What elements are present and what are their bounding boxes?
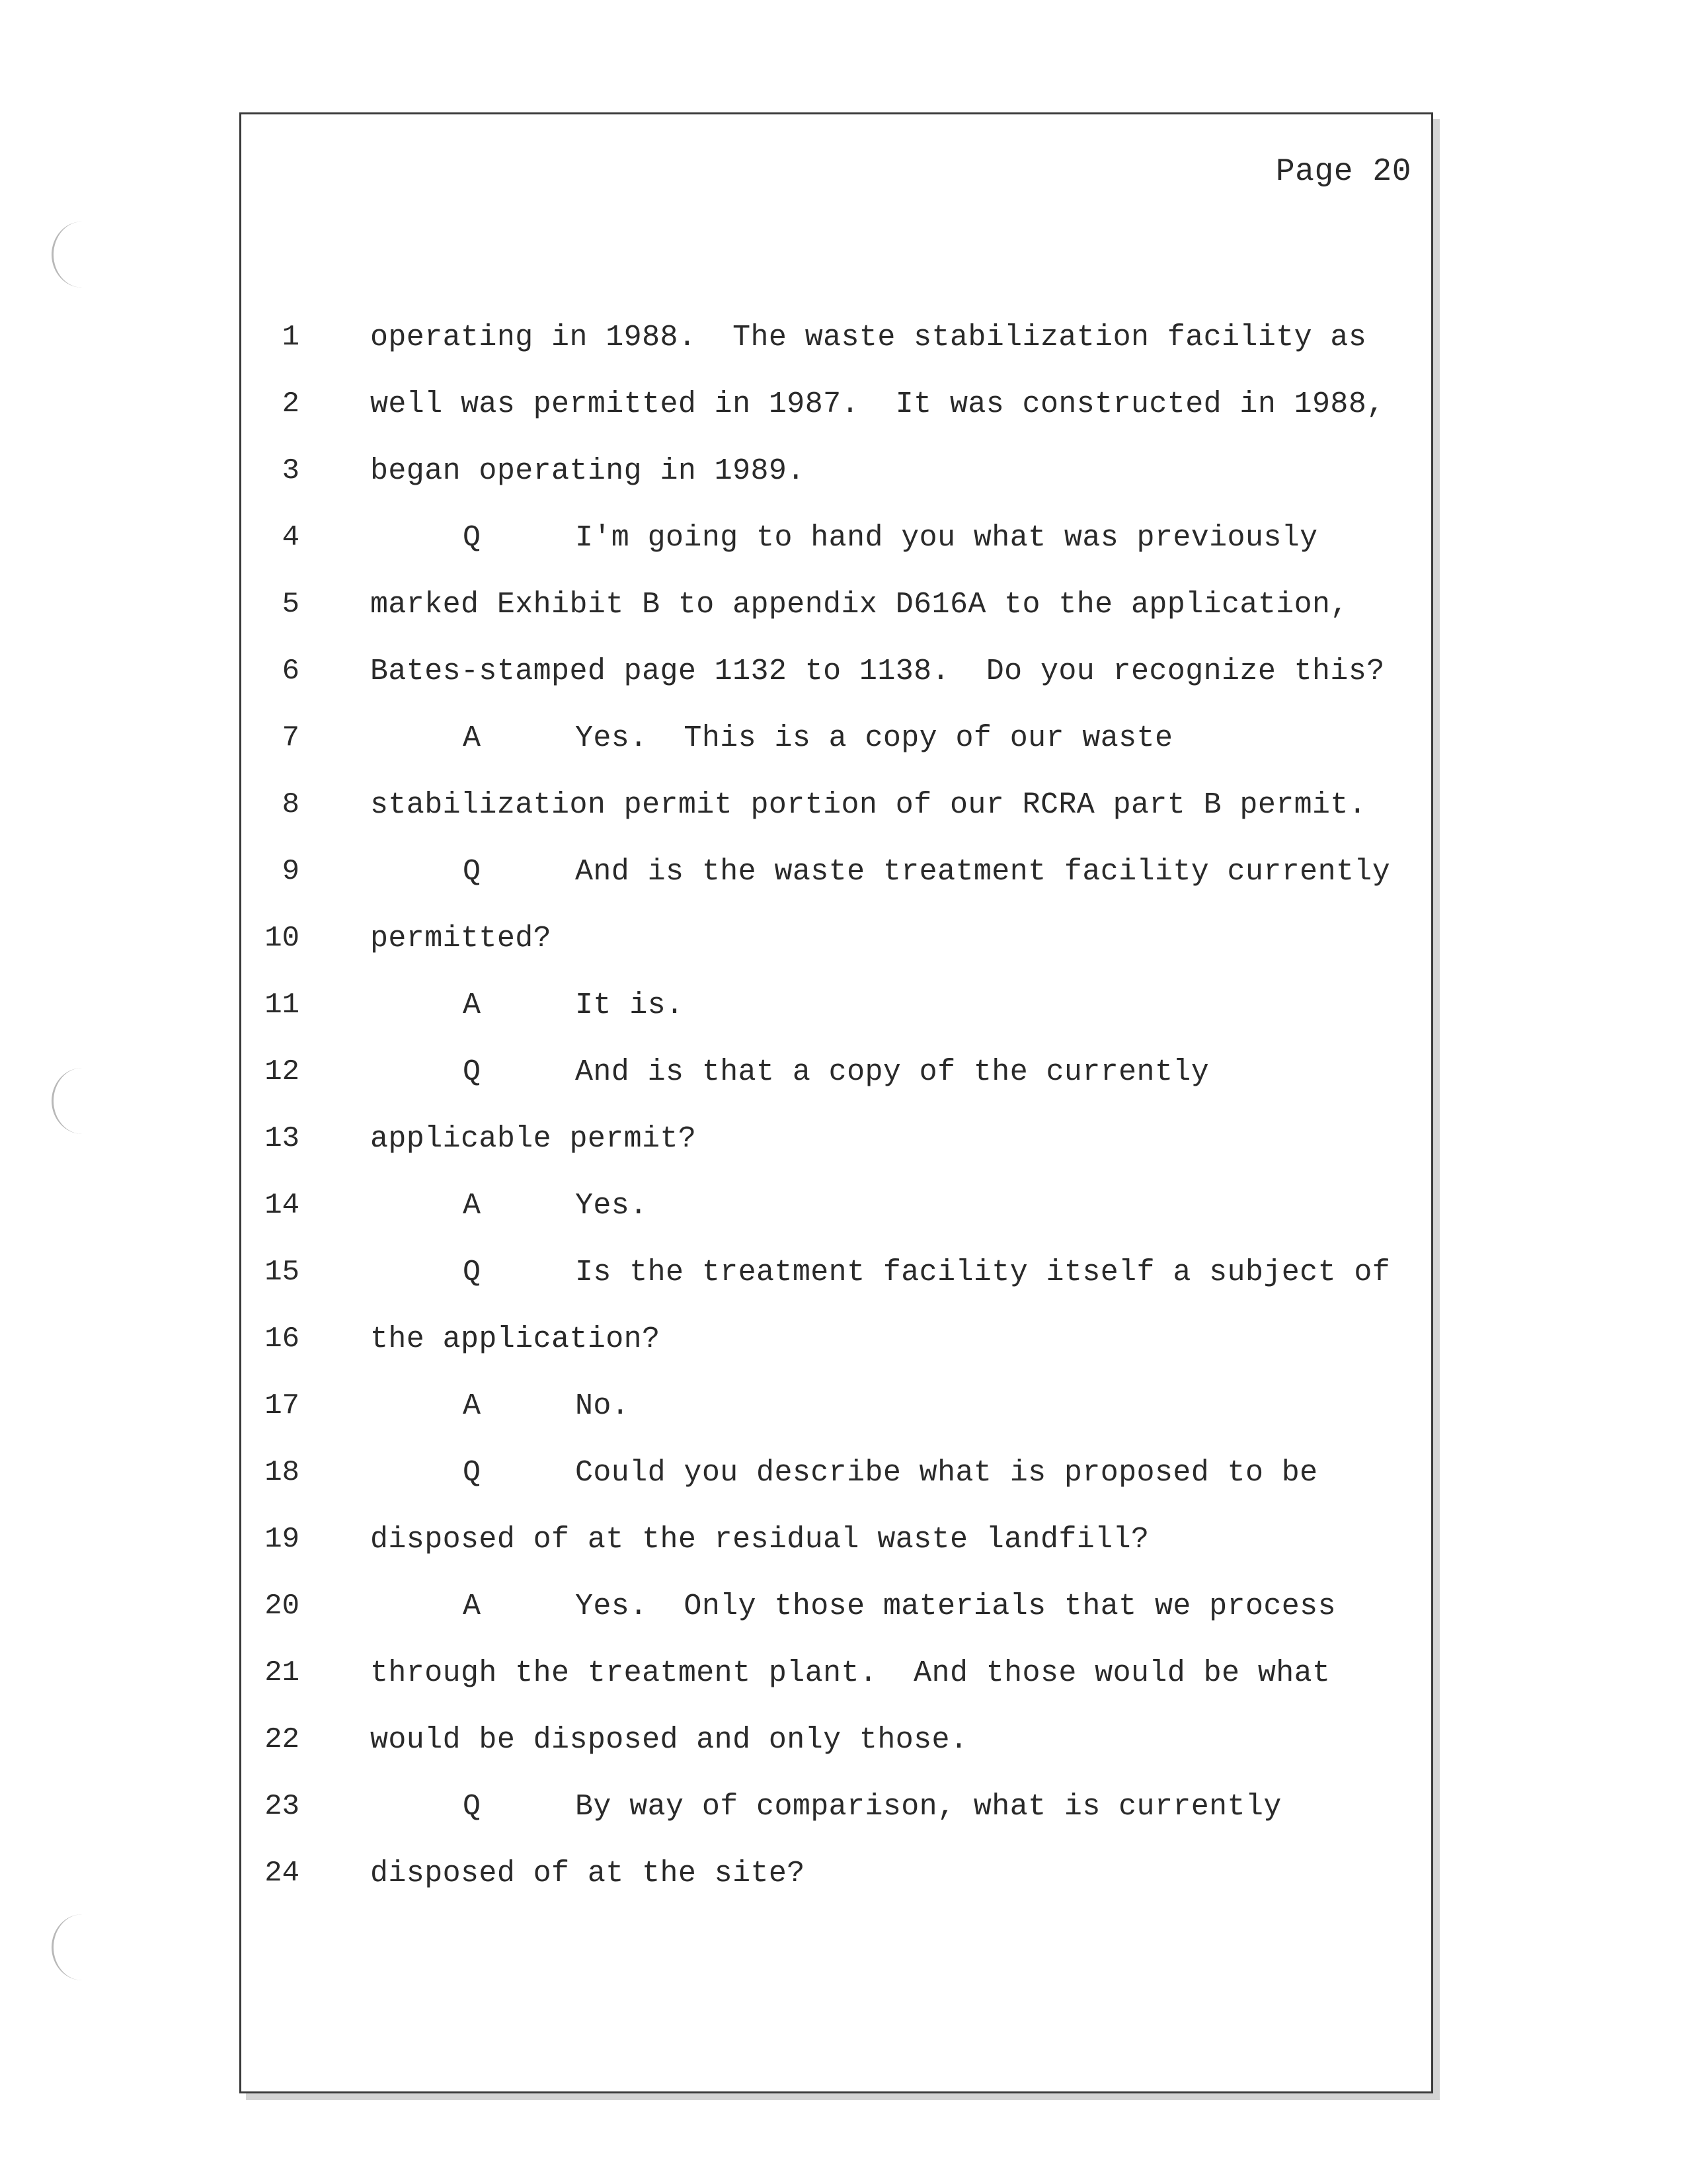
line-text: Bates-stamped page 1132 to 1138. Do you recognize this? [370, 655, 1385, 688]
punch-hole-middle [52, 1068, 113, 1134]
line-number: 2 [282, 387, 299, 421]
line-number: 10 [264, 922, 299, 955]
transcript-line [241, 1773, 1431, 1840]
transcript-line [241, 1840, 1431, 1907]
line-number: 23 [264, 1790, 299, 1823]
line-text: Could you describe what is proposed to be [575, 1456, 1318, 1490]
speaker-label: A [463, 721, 481, 755]
line-text: It is. [575, 989, 684, 1022]
line-number: 17 [264, 1389, 299, 1422]
line-number: 18 [264, 1456, 299, 1489]
line-text: By way of comparison, what is currently [575, 1790, 1282, 1824]
line-number: 5 [282, 588, 299, 621]
transcript-line [241, 505, 1431, 571]
line-number: 22 [264, 1723, 299, 1756]
transcript-line [241, 638, 1431, 705]
transcript-line [241, 1106, 1431, 1172]
transcript-line [241, 905, 1431, 972]
transcript-line [241, 1039, 1431, 1106]
speaker-label: Q [463, 1790, 481, 1824]
transcript-line [241, 705, 1431, 772]
line-number: 16 [264, 1322, 299, 1355]
transcript-line [241, 371, 1431, 438]
line-number: 19 [264, 1523, 299, 1556]
line-text: Is the treatment facility itself a subject of [575, 1256, 1391, 1289]
transcript-line [241, 972, 1431, 1039]
speaker-label: Q [463, 1055, 481, 1089]
line-number: 1 [282, 321, 299, 354]
line-text: the application? [370, 1322, 660, 1356]
line-text: And is the waste treatment facility currently [575, 855, 1391, 889]
line-text: Yes. This is a copy of our waste [575, 721, 1173, 755]
transcript-line [241, 1506, 1431, 1573]
line-number: 9 [282, 855, 299, 888]
transcript-line [241, 1573, 1431, 1640]
line-number: 13 [264, 1122, 299, 1155]
line-text: through the treatment plant. And those would be what [370, 1656, 1331, 1690]
speaker-label: A [463, 1189, 481, 1223]
line-number: 4 [282, 521, 299, 554]
line-number: 11 [264, 989, 299, 1022]
line-text: I'm going to hand you what was previously [575, 521, 1318, 555]
line-number: 8 [282, 788, 299, 821]
speaker-label: A [463, 1389, 481, 1423]
line-number: 6 [282, 655, 299, 688]
punch-hole-bottom [52, 1914, 113, 1980]
speaker-label: Q [463, 1456, 481, 1490]
line-text: Yes. Only those materials that we process [575, 1590, 1336, 1623]
transcript-line [241, 1239, 1431, 1306]
line-text: applicable permit? [370, 1122, 697, 1156]
speaker-label: Q [463, 855, 481, 889]
line-number: 3 [282, 454, 299, 487]
line-number: 12 [264, 1055, 299, 1088]
line-text: And is that a copy of the currently [575, 1055, 1210, 1089]
page-number: Page 20 [1275, 154, 1411, 190]
transcript-line [241, 571, 1431, 638]
line-number: 24 [264, 1857, 299, 1890]
transcript-line [241, 1373, 1431, 1439]
line-text: well was permitted in 1987. It was constructed in 1988, [370, 387, 1385, 421]
line-number: 7 [282, 721, 299, 754]
line-text: disposed of at the site? [370, 1857, 805, 1890]
transcript-line [241, 1306, 1431, 1373]
line-text: would be disposed and only those. [370, 1723, 968, 1757]
line-number: 20 [264, 1590, 299, 1623]
line-text: marked Exhibit B to appendix D616A to the application, [370, 588, 1349, 622]
line-text: stabilization permit portion of our RCRA part B permit. [370, 788, 1367, 822]
speaker-label: Q [463, 521, 481, 555]
transcript-line [241, 1707, 1431, 1773]
line-text: permitted? [370, 922, 552, 955]
speaker-label: A [463, 989, 481, 1022]
transcript-line [241, 838, 1431, 905]
transcript-line [241, 1640, 1431, 1707]
line-text: began operating in 1989. [370, 454, 805, 488]
line-number: 14 [264, 1189, 299, 1222]
line-text: No. [575, 1389, 630, 1423]
line-number: 15 [264, 1256, 299, 1289]
line-text: Yes. [575, 1189, 648, 1223]
speaker-label: A [463, 1590, 481, 1623]
line-text: disposed of at the residual waste landfill? [370, 1523, 1150, 1557]
transcript-line [241, 1439, 1431, 1506]
transcript-line [241, 772, 1431, 838]
line-number: 21 [264, 1656, 299, 1689]
speaker-label: Q [463, 1256, 481, 1289]
line-text: operating in 1988. The waste stabilization facility as [370, 321, 1367, 354]
transcript-line [241, 304, 1431, 371]
punch-hole-top [52, 222, 113, 288]
transcript-page [239, 112, 1433, 2093]
transcript-line [241, 1172, 1431, 1239]
transcript-line [241, 438, 1431, 505]
